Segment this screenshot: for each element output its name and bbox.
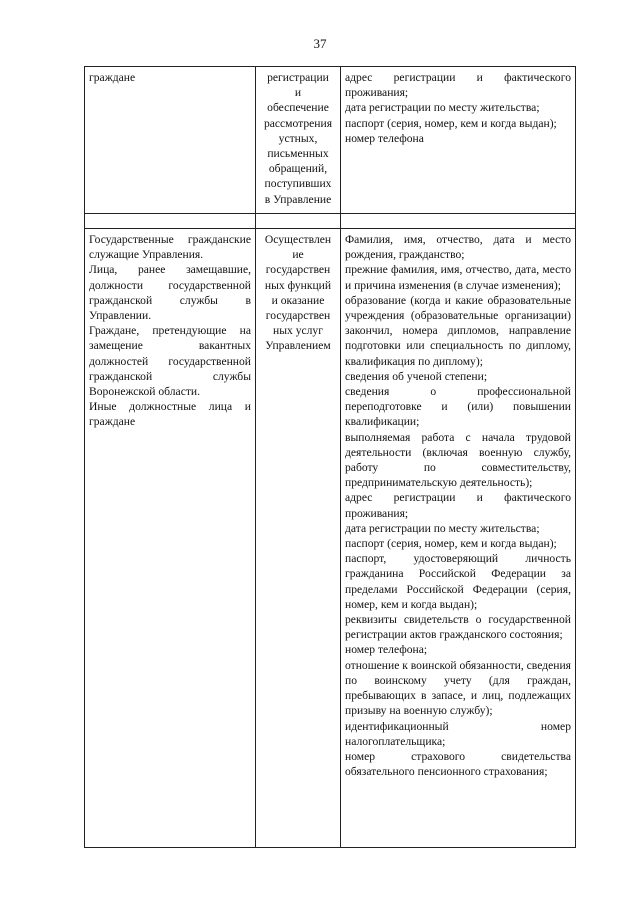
page-number: 37 [313,36,327,51]
subject-item: Граждане, претендующие на замещение вакантных должностей государственной гражданской службы Воронежской области. [89,324,251,399]
subjects-cell [85,67,256,214]
spacer-cell [256,214,341,229]
purpose-line: государствен [265,309,331,323]
subjects-cell [85,229,256,848]
table-row [85,229,576,848]
purpose-line: государствен [265,263,331,277]
purpose-line: ных функций [264,278,332,292]
purpose-line: обращений, [268,162,328,176]
data-item: прежние фамилия, имя, отчество, дата, место и причина изменения (в случае изменения); [345,263,571,292]
spacer-cell [85,214,256,229]
data-item: адрес регистрации и фактического проживания; [345,491,571,520]
data-item: паспорт, удостоверяющий личность гражданина Российской Федерации за пределами Российской Федерации (серия, номер, кем и когда выдан); [345,552,571,611]
data-item: дата регистрации по месту жительства; [345,521,540,535]
data-item: сведения об ученой степени; [345,369,488,383]
purpose-cell [256,229,341,848]
subject-item: Государственные гражданские служащие Управления. [89,233,251,262]
purpose-line: устных, [278,131,318,145]
purpose-line: обеспечение [267,101,329,115]
purpose-line: и [294,86,302,100]
purpose-line: Управлением [265,339,331,353]
data-item: дата регистрации по месту жительства; [345,101,540,115]
subject-item: Лица, ранее замещавшие, должности государственной гражданской службы в Управлении. [89,263,251,323]
purpose-line: поступивших [264,177,332,191]
purpose-line: Осуществлен [264,233,332,246]
data-item: выполняемая работа с начала трудовой деятельности (включая военную службу, работу по совместительству, предпринимательскую деятельность); [345,430,571,490]
data-item: паспорт (серия, номер, кем и когда выдан); [345,537,557,551]
purpose-line: и оказание [271,293,325,307]
data-item: паспорт (серия, номер, кем и когда выдан); [345,116,557,130]
data-item: номер телефона [345,131,424,145]
data-cell [341,229,576,848]
purpose-line: ных услуг [273,324,323,338]
purpose-line: регистрации [267,71,329,84]
spacer-cell [341,214,576,229]
subject-item: Иные должностные лица и граждане [89,400,251,429]
purpose-line: письменных [267,147,329,161]
data-item: номер телефона; [345,643,428,657]
data-cell [341,67,576,214]
data-item: Фамилия, имя, отчество, дата и место рождения, гражданство; [345,233,571,262]
purpose-cell [256,67,341,214]
subject-item: граждане [89,71,136,84]
data-item: образование (когда и какие образовательные учреждения (образовательные организации) закончил, номера дипломов, направление подготовки или специальность по диплому, квалификация по диплому); [345,293,571,368]
data-item: идентификационный номер налогоплательщика; [345,719,571,748]
data-item: реквизиты свидетельств о государственной регистрации актов гражданского состояния; [345,613,571,642]
data-item: адрес регистрации и фактического проживания; [345,71,571,100]
purpose-line: в Управление [264,192,332,206]
table-row [85,67,576,214]
data-item: номер страхового свидетельства обязательного пенсионного страхования; [345,749,571,779]
personal-data-table [84,66,576,848]
purpose-line: рассмотрения [263,116,333,130]
purpose-line: ие [292,248,304,262]
table-row-spacer [85,214,576,229]
data-item: сведения о профессиональной переподготовке и (или) повышении квалификации; [345,385,571,429]
data-item: отношение к воинской обязанности, сведения по воинскому учету (для граждан, пребывающих в запасе, и лиц, подлежащих призыву на военную службу); [345,658,571,718]
